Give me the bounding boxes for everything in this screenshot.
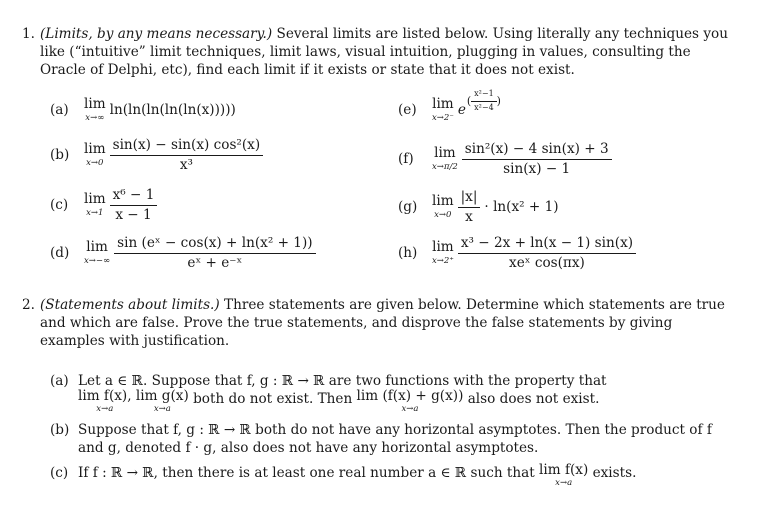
limit-e-base: e [457,102,466,119]
limit-b-label: (b) [50,147,70,164]
statement-c-label: (c) [50,465,69,481]
limit-c [50,188,157,223]
limit-d-label: (d) [50,245,70,262]
problem-1-title: (Limits, by any means necessary.) [40,26,273,42]
statement-a-line1: Let a ∈ ℝ. Suppose that f, g : ℝ → ℝ are two functions with the property that [78,373,607,389]
limit-g-label: (g) [398,199,418,216]
limit-d-fraction: $\frac{\text{sin (eˣ − cos(x) + ln(x² + 1))}}{\text{eˣ + e⁻ˣ}}$ [114,236,315,271]
limit-b-fraction: $\frac{\text{sin(x) − sin(x) cos²(x)}}{\text{x³}}$ [110,138,264,173]
limit-g [398,190,559,225]
statement-a [50,372,730,413]
limit-g-fraction: $\frac{|x|}{x}$ [458,190,481,225]
limit-e-exponent: ( $\frac{\text{x²−1}}{\text{x²−4}}$ ) [466,88,501,112]
statement-a-line2: lim f(x), x→a lim g(x) x→a both do not exist. Then lim (f(x) + g(x)) x→a also does not exist. [78,388,600,414]
limit-c-label: (c) [50,197,69,214]
limit-g-tail: · ln(x² + 1) [484,199,559,216]
limit-d [50,236,316,271]
limit-c-operator: lim x→1 [84,191,106,218]
limit-a [50,98,236,122]
statement-c-line: If f : ℝ → ℝ, then there is at least one real number a ∈ ℝ such that lim f(x) x→a exists. [78,462,637,488]
statement-b [50,421,730,457]
problem-2-title: (Statements about limits.) [40,297,220,313]
statement-b-label: (b) [50,422,70,438]
problem-2-number: 2. [22,297,35,313]
limit-d-operator: lim x→−∞ [84,239,111,266]
limit-f [398,142,612,177]
limit-e-operator: lim x→2⁻ [432,96,454,123]
limit-e [398,88,501,123]
statement-a-label: (a) [50,373,69,389]
problem-2-text: Three statements are given below. Determine which statements are true and which are false. Prove the true statements, and disprove the false statements by giving examples with justification. [40,297,725,349]
limit-a-expression: ln(ln(ln(ln(ln(x))))) [109,102,236,119]
problem-1-number: 1. [22,26,35,42]
limit-g-operator: lim x→0 [432,193,454,220]
limit-c-fraction: $\frac{\text{x⁶ − 1}}{x - 1}$ [110,188,158,223]
limit-h-operator: lim x→2⁺ [432,239,454,266]
limit-h-label: (h) [398,245,418,262]
problem-2 [22,296,734,350]
limit-f-fraction: $\frac{\text{sin²(x) − 4 sin(x) + 3}}{\sin(x) - 1}$ [462,142,612,177]
problem-1-text: Several limits are listed below. Using literally any techniques you like (“intuitive” limit techniques, limit laws, visual intuition, plugging in values, consulting the Oracle of Delphi, etc), find each limit if it exists or state that it does not exist. [40,26,728,78]
limit-a-operator: lim x→∞ [84,96,106,123]
limit-f-label: (f) [398,151,414,168]
statement-b-text: Suppose that f, g : ℝ → ℝ both do not have any horizontal asymptotes. Then the product of f and g, denoted f · g, also does not have any horizontal asymptotes. [78,422,712,456]
limit-a-label: (a) [50,102,69,119]
statement-c [50,464,740,487]
limit-b [50,138,263,173]
problem-1 [22,25,734,79]
limit-e-label: (e) [398,102,417,119]
limit-h-fraction: $\frac{\text{x³ − 2x + ln(x − 1) sin(x)}}{\text{xeˣ cos(πx)}}$ [458,236,636,271]
limit-h [398,236,636,271]
limit-b-operator: lim x→0 [84,141,106,168]
limit-f-operator: lim x→π/2 [432,145,458,172]
